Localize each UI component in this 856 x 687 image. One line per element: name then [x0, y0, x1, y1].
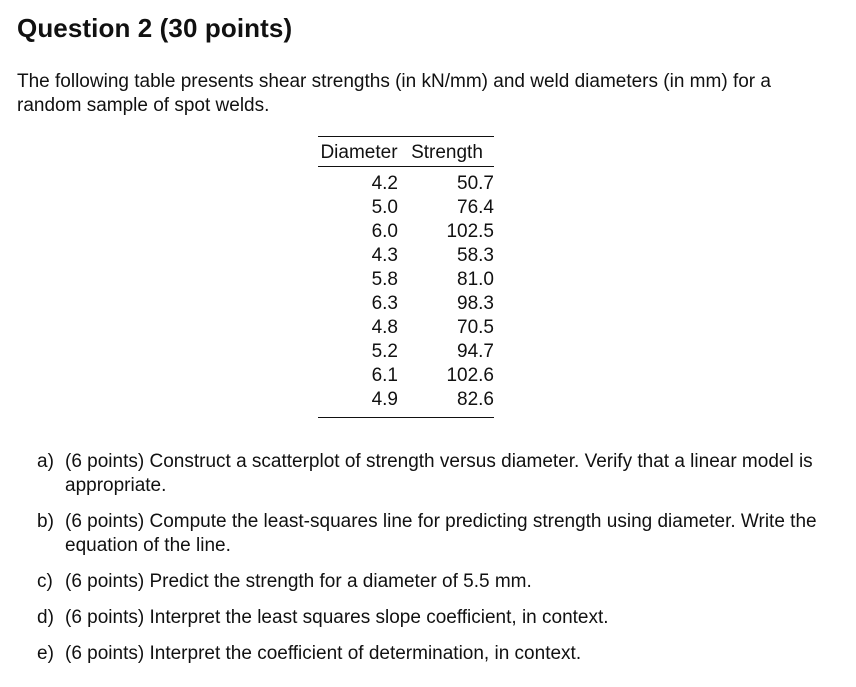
diameter-cell: 5.0 [371, 197, 398, 218]
column-header-strength: Strength [400, 137, 494, 167]
diameter-cell: 4.2 [371, 173, 398, 194]
question-letter: a) [37, 451, 54, 472]
diameter-cell: 6.0 [371, 221, 398, 242]
question-text: (6 points) Construct a scatterplot of strength versus diameter. Verify that a linear model is appropriate. [65, 451, 813, 496]
strength-cell: 81.0 [457, 269, 494, 290]
question-item-d [37, 606, 827, 630]
table-body [318, 167, 494, 418]
diameter-cell: 6.1 [371, 365, 398, 386]
strength-cell: 102.5 [446, 221, 494, 242]
table-row [318, 340, 494, 364]
question-letter: e) [37, 643, 54, 664]
table-row [318, 220, 494, 244]
table-header-row [318, 137, 494, 167]
diameter-cell: 4.3 [371, 245, 398, 266]
question-text: (6 points) Interpret the least squares slope coefficient, in context. [65, 607, 609, 628]
question-item-c [37, 570, 827, 594]
diameter-cell: 4.8 [371, 317, 398, 338]
diameter-cell: 5.8 [371, 269, 398, 290]
table-row [318, 167, 494, 197]
strength-cell: 102.6 [446, 365, 494, 386]
strength-cell: 98.3 [457, 293, 494, 314]
question-title: Question 2 (30 points) [17, 13, 293, 43]
table-row [318, 196, 494, 220]
diameter-cell: 5.2 [371, 341, 398, 362]
strength-cell: 94.7 [457, 341, 494, 362]
diameter-cell: 4.9 [371, 389, 398, 410]
table-row [318, 268, 494, 292]
table-row [318, 244, 494, 268]
table-row [318, 388, 494, 418]
question-item-a [37, 450, 827, 498]
data-table-container [318, 136, 494, 418]
question-text: (6 points) Predict the strength for a diameter of 5.5 mm. [65, 571, 532, 592]
question-letter: b) [37, 511, 54, 532]
question-item-e [37, 642, 827, 666]
question-list [37, 450, 827, 678]
question-letter: d) [37, 607, 54, 628]
question-item-b [37, 510, 827, 558]
table-row [318, 364, 494, 388]
strength-cell: 58.3 [457, 245, 494, 266]
column-header-diameter: Diameter [318, 137, 400, 167]
question-text: (6 points) Compute the least-squares line for predicting strength using diameter. Write the equation of the line. [65, 511, 817, 556]
question-text: (6 points) Interpret the coefficient of determination, in context. [65, 643, 582, 664]
table-row [318, 292, 494, 316]
strength-cell: 76.4 [457, 197, 494, 218]
strength-cell: 70.5 [457, 317, 494, 338]
table-row [318, 316, 494, 340]
question-letter: c) [37, 571, 53, 592]
strength-cell: 50.7 [457, 173, 494, 194]
intro-paragraph: The following table presents shear strengths (in kN/mm) and weld diameters (in mm) for a random sample of spot welds. [17, 71, 771, 116]
data-table [318, 136, 494, 418]
strength-cell: 82.6 [457, 389, 494, 410]
diameter-cell: 6.3 [371, 293, 398, 314]
